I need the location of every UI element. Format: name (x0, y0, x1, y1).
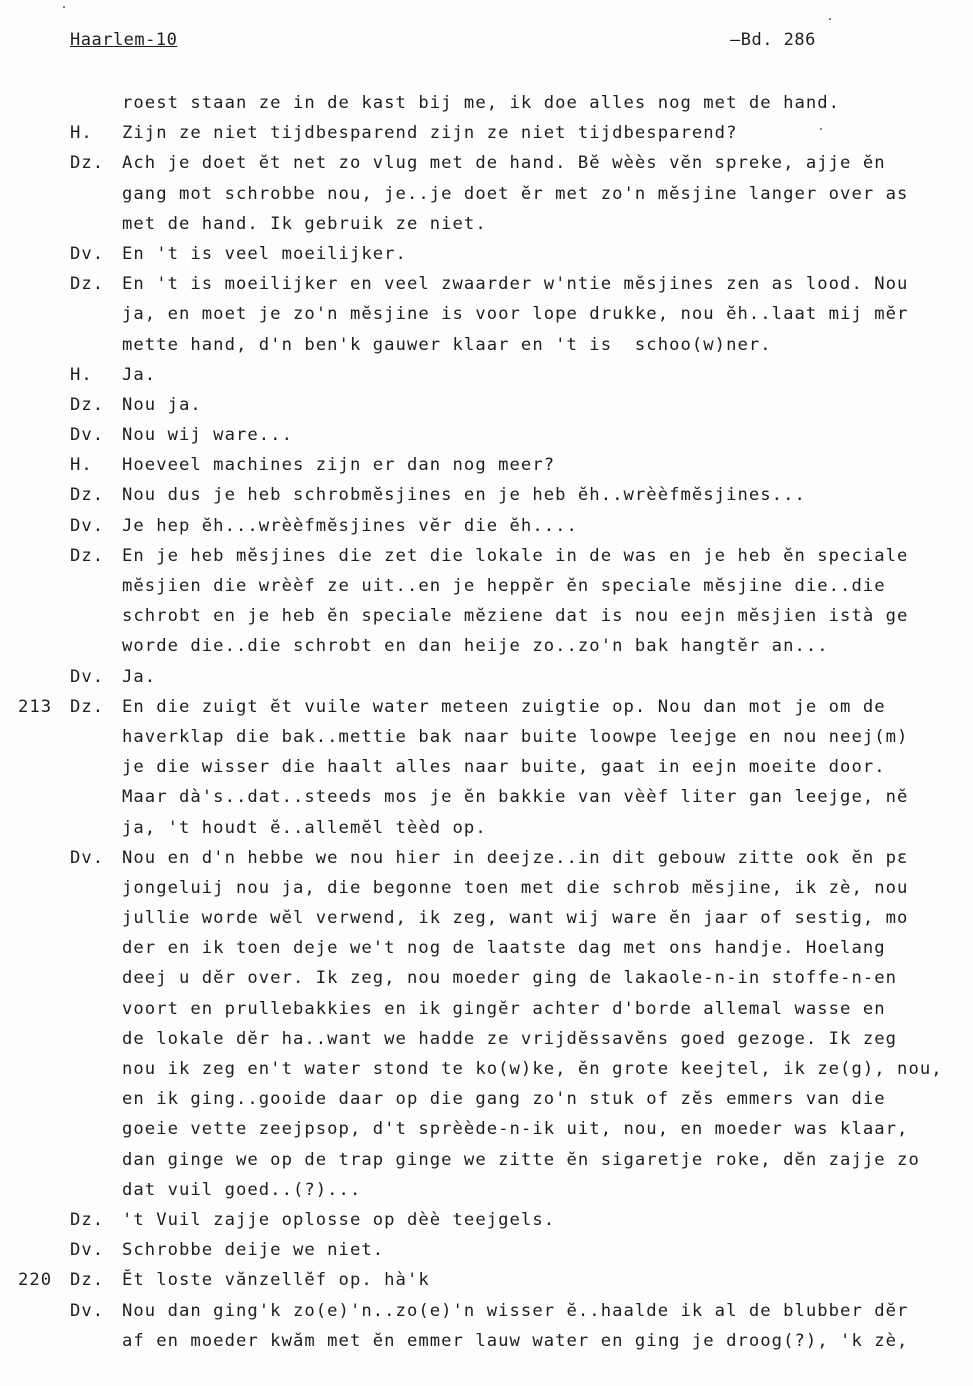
speaker-label: Dz. (70, 485, 105, 506)
transcript-line (0, 269, 973, 299)
page-header (70, 30, 973, 54)
line-text: der en ik toen deje we't nog de laatste dag met ons handje. Hoelang (122, 938, 886, 959)
transcript-line (0, 299, 973, 329)
transcript-line (0, 631, 973, 661)
line-text: En 't is veel moeilijker. (122, 243, 407, 264)
transcript-line (0, 209, 973, 239)
speaker-label: Dv. (70, 425, 105, 446)
line-text: 't Vuil zajje oplosse op dèè teejgels. (122, 1209, 556, 1230)
transcript-line (0, 239, 973, 269)
speaker-label: Dv. (70, 666, 105, 687)
line-text: Ach je doet ĕt net zo vlug met de hand. Bĕ wèès vĕn spreke, ajje ĕn (122, 153, 886, 174)
line-text: Ja. (122, 666, 157, 687)
transcript-line (0, 450, 973, 480)
line-text: Nou dan ging'k zo(e)'n..zo(e)'n wisser ĕ..haalde ik al de blubber dĕr (122, 1300, 909, 1321)
transcript-line (0, 511, 973, 541)
line-text: jullie worde wĕl verwend, ik zeg, want wij ware ĕn jaar of sestig, mo (122, 908, 909, 929)
transcript-line (0, 1145, 973, 1175)
line-number: 213 (18, 696, 53, 717)
line-text: af en moeder kwăm met ĕn emmer lauw water en ging je droog(?), 'k zè, (122, 1330, 909, 1351)
transcript-line (0, 662, 973, 692)
scan-speck (820, 128, 822, 130)
line-text: dat vuil goed..(?)... (122, 1179, 362, 1200)
speaker-label: Dz. (70, 153, 105, 174)
document-id: Haarlem-10 (70, 30, 178, 50)
transcript-line (0, 903, 973, 933)
line-text: mĕsjien die wrèèf ze uit..en je heppĕr ĕn speciale mĕsjine die..die (122, 576, 886, 596)
line-text: schrobt en je heb ĕn speciale mĕziene dat is nou eejn mĕsjien istà ge (122, 606, 909, 627)
line-text: Schrobbe deije we niet. (122, 1240, 385, 1261)
transcript-line (0, 390, 973, 420)
line-text: deej u dĕr over. Ik zeg, nou moeder ging de lakaole-n-in stoffe-n-en (122, 968, 898, 989)
line-text: Nou dus je heb schrobmĕsjines en je heb ĕh..wrèèfmĕsjines... (122, 485, 806, 506)
line-text: goeie vette zeejpsop, d't sprèède-n-ik uit, nou, en moeder was klaar, (122, 1119, 909, 1140)
speaker-label: Dz. (70, 545, 105, 566)
line-text: Je hep ĕh...wrèèfmĕsjines vĕr die ĕh.... (122, 515, 578, 536)
transcript-line (0, 722, 973, 752)
line-text: Maar dà's..dat..steeds mos je ĕn bakkie van vèèf liter gan leejge, nĕ (122, 787, 909, 808)
transcript-line (0, 843, 973, 873)
speaker-label: H. (70, 364, 93, 385)
line-text: Zijn ze niet tijdbesparend zijn ze niet tijdbesparend? (122, 123, 738, 144)
transcript-line (0, 1114, 973, 1144)
transcript-line (0, 330, 973, 360)
transcript-body (0, 88, 973, 1356)
line-text: dan ginge we op de trap ginge we zitte ĕn sigaretje roke, dĕn zajje zo (122, 1149, 920, 1170)
transcript-line (0, 692, 973, 722)
transcript-line (0, 420, 973, 450)
scan-speck (829, 18, 831, 20)
transcript-line (0, 179, 973, 209)
line-text: jongeluij nou ja, die begonne toen met die schrob mĕsjine, ik zè, nou (122, 877, 909, 898)
speaker-label: Dz. (70, 1270, 105, 1291)
line-text: en ik ging..gooide daar op die gang zo'n stuk of zĕs emmers van die (122, 1089, 886, 1110)
speaker-label: H. (70, 123, 93, 144)
speaker-label: Dv. (70, 243, 105, 264)
line-text: En 't is moeilijker en veel zwaarder w'ntie mĕsjines zen as lood. Nou (122, 274, 909, 295)
speaker-label: Dz. (70, 394, 105, 415)
transcript-line (0, 1175, 973, 1205)
transcript-line (0, 541, 973, 571)
speaker-label: Dz. (70, 1209, 105, 1230)
line-text: En je heb mĕsjines die zet die lokale in de was en je heb ĕn speciale (122, 545, 909, 566)
transcript-line (0, 88, 973, 118)
line-text: roest staan ze in de kast bij me, ik doe alles nog met de hand. (122, 93, 841, 113)
line-text: Nou ja. (122, 394, 202, 415)
transcript-line (0, 752, 973, 782)
line-text: voort en prullebakkies en ik gingĕr achter d'borde allemal wasse en (122, 998, 886, 1019)
scan-speck (63, 6, 65, 8)
speaker-label: Dv. (70, 1300, 105, 1321)
transcript-line (0, 1205, 973, 1235)
line-text: met de hand. Ik gebruik ze niet. (122, 213, 487, 234)
speaker-label: Dz. (70, 696, 105, 717)
line-text: gang mot schrobbe nou, je..je doet ĕr met zo'n mĕsjine langer over as (122, 183, 909, 204)
line-text: Ĕt loste vănzellĕf op. hà'k (122, 1270, 430, 1291)
transcript-line (0, 933, 973, 963)
line-text: ja, 't houdt ĕ..allemĕl tèèd op. (122, 817, 487, 838)
transcript-line (0, 813, 973, 843)
line-text: je die wisser die haalt alles naar buite, gaat in eejn moeite door. (122, 757, 886, 778)
speaker-label: Dv. (70, 1240, 105, 1261)
line-text: Hoeveel machines zijn er dan nog meer? (122, 455, 556, 476)
transcript-line (0, 480, 973, 510)
transcript-line (0, 360, 973, 390)
line-text: Nou en d'n hebbe we nou hier in deejze..in dit gebouw zitte ook ĕn pε (122, 847, 909, 868)
transcript-line (0, 118, 973, 148)
page-number: —Bd. 286 (730, 30, 816, 50)
line-text: worde die..die schrobt en dan heije zo..zo'n bak hangtĕr an... (122, 636, 829, 657)
transcript-line (0, 1326, 973, 1356)
line-text: Ja. (122, 364, 157, 385)
line-text: nou ik zeg en't water stond te ko(w)ke, ĕn grote keejtel, ik ze(g), nou, (122, 1059, 943, 1079)
line-text: de lokale dĕr ha..want we hadde ze vrijdĕssavĕns goed gezoge. Ik zeg (122, 1028, 898, 1049)
transcript-line (0, 873, 973, 903)
transcript-line (0, 1024, 973, 1054)
transcript-line (0, 148, 973, 178)
line-text: En die zuigt ĕt vuile water meteen zuigtie op. Nou dan mot je om de (122, 696, 886, 717)
transcript-line (0, 963, 973, 993)
speaker-label: H. (70, 455, 93, 476)
transcript-line (0, 1235, 973, 1265)
speaker-label: Dz. (70, 274, 105, 295)
line-text: mette hand, d'n ben'k gauwer klaar en 't is schoo(w)ner. (122, 334, 772, 355)
transcript-line (0, 782, 973, 812)
transcript-line (0, 994, 973, 1024)
transcript-line (0, 571, 973, 601)
line-text: haverklap die bak..mettie bak naar buite loowpe leejge en nou neej(m) (122, 726, 909, 747)
transcript-line (0, 1054, 973, 1084)
speaker-label: Dv. (70, 847, 105, 868)
transcript-line (0, 1084, 973, 1114)
transcript-line (0, 1296, 973, 1326)
transcript-line (0, 601, 973, 631)
line-text: Nou wij ware... (122, 425, 293, 446)
line-number: 220 (18, 1270, 53, 1291)
transcript-line (0, 1265, 973, 1295)
speaker-label: Dv. (70, 515, 105, 536)
line-text: ja, en moet je zo'n mĕsjine is voor lope drukke, nou ĕh..laat mij mĕr (122, 304, 909, 325)
